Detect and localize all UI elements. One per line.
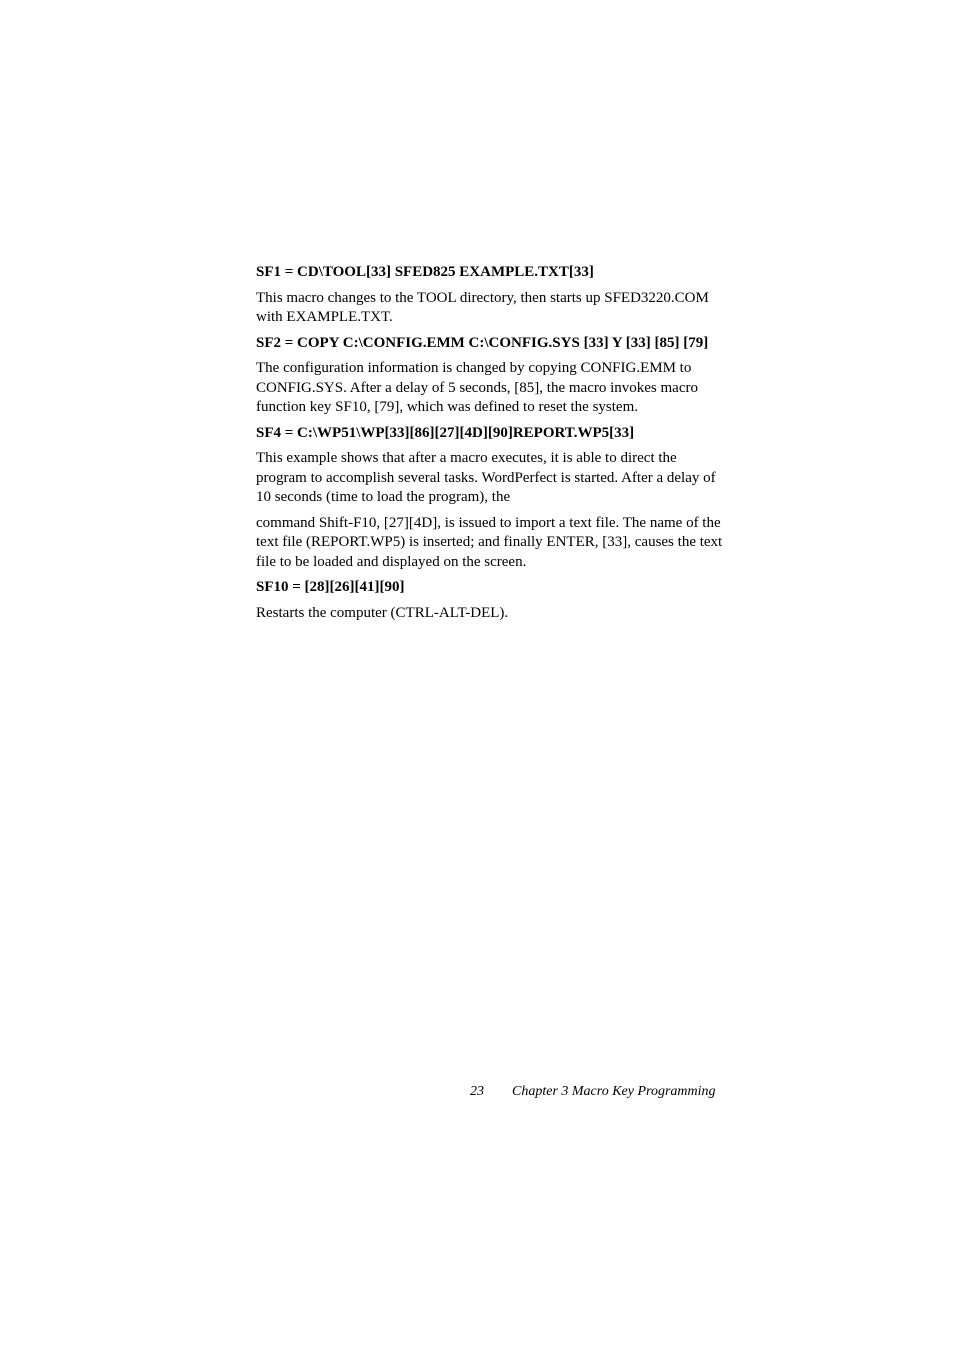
macro-description-sf10: Restarts the computer (CTRL-ALT-DEL). [256, 604, 509, 621]
macro-description-sf1: This macro changes to the TOOL directory, then starts up SFED3220.COM with EXAMPLE.TXT. [256, 289, 709, 325]
macro-description-sf2: The configuration information is changed by copying CONFIG.EMM to CONFIG.SYS. After a delay of 5 seconds, [85], the macro invokes macro function key SF10, [79], which was defined to reset the system. [256, 360, 698, 415]
macro-description-sf4-part1: This example shows that after a macro executes, it is able to direct the program to accomplish several tasks. WordPerfect is started. After a delay of 10 seconds (time to load the program), the [256, 450, 716, 505]
macro-heading-sf1: SF1 = CD\TOOL[33] SFED825 EXAMPLE.TXT[33] [256, 264, 594, 280]
page-footer [470, 1084, 716, 1100]
document-body [256, 263, 728, 629]
page-number: 23 [470, 1084, 484, 1099]
macro-description-sf4-part2: command Shift-F10, [27][4D], is issued to import a text file. The name of the text file (REPORT.WP5) is inserted; and finally ENTER, [33], causes the text file to be loaded and displayed on the screen. [256, 514, 723, 570]
chapter-title: Chapter 3 Macro Key Programming [512, 1084, 716, 1099]
macro-heading-sf4: SF4 = C:\WP51\WP[33][86][27][4D][90]REPORT.WP5[33] [256, 424, 635, 441]
macro-heading-sf2: SF2 = COPY C:\CONFIG.EMM C:\CONFIG.SYS [33] Y [33] [85] [79] [256, 334, 709, 351]
macro-heading-sf10: SF10 = [28][26][41][90] [256, 579, 405, 595]
